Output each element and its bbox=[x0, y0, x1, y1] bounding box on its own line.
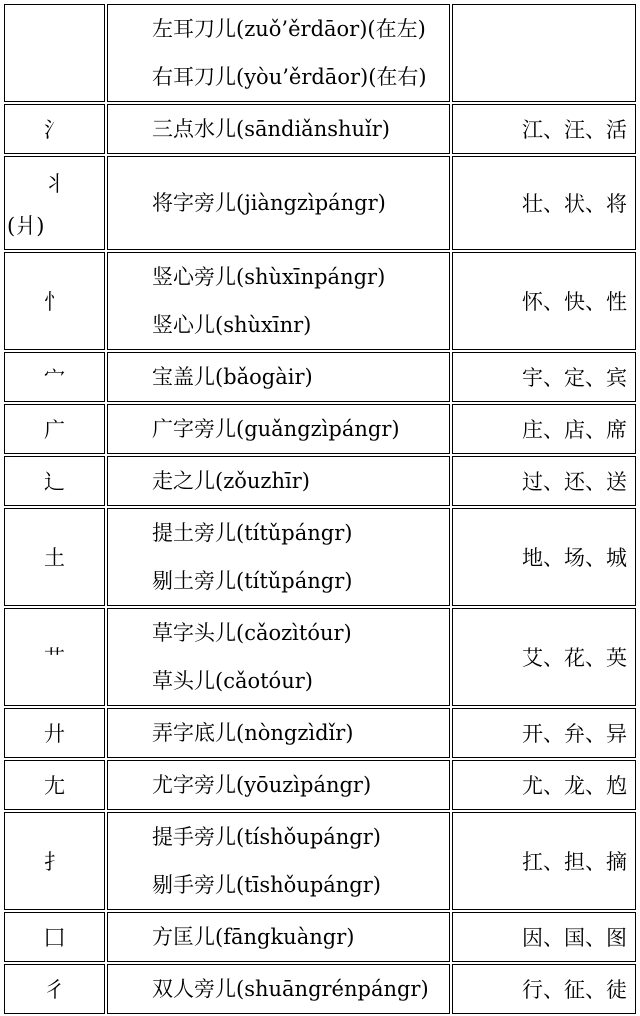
name-cell bbox=[107, 4, 450, 102]
examples-cell: 地、场、城 bbox=[452, 508, 636, 606]
name-cell bbox=[107, 352, 450, 402]
radical-cell bbox=[4, 156, 105, 250]
radical-name: 剔土旁儿(títǔpángr) bbox=[152, 569, 353, 593]
examples-cell: 过、还、送 bbox=[452, 456, 636, 506]
examples-cell: 庄、店、席 bbox=[452, 404, 636, 454]
radical-glyph: 扌 bbox=[44, 850, 65, 874]
name-cell bbox=[107, 708, 450, 758]
examples-cell: 开、弁、异 bbox=[452, 708, 636, 758]
name-cell bbox=[107, 608, 450, 706]
radical-name: 剔手旁儿(tīshǒupángr) bbox=[152, 873, 381, 897]
name-cell bbox=[107, 456, 450, 506]
table-row bbox=[4, 104, 636, 154]
name-cell bbox=[107, 156, 450, 250]
radical-name: 方匡儿(fāngkuàngr) bbox=[152, 925, 355, 949]
name-cell bbox=[107, 404, 450, 454]
radical-cell bbox=[4, 252, 105, 350]
radical-name: 弄字底儿(nòngzìdǐr) bbox=[152, 721, 354, 745]
radical-cell bbox=[4, 812, 105, 910]
radical-name: 竖心儿(shùxīnr) bbox=[152, 313, 312, 337]
table-row bbox=[4, 708, 636, 758]
radical-name: 尤字旁儿(yōuzìpángr) bbox=[152, 773, 372, 797]
examples-cell: 因、国、图 bbox=[452, 912, 636, 962]
radical-glyph: 土 bbox=[44, 546, 65, 570]
radical-glyph: 彳 bbox=[44, 978, 65, 1002]
name-cell bbox=[107, 760, 450, 810]
table-row bbox=[4, 252, 636, 350]
table-row bbox=[4, 912, 636, 962]
table-row bbox=[4, 812, 636, 910]
radical-cell bbox=[4, 352, 105, 402]
radical-cell bbox=[4, 508, 105, 606]
radical-name: 三点水儿(sāndiǎnshuǐr) bbox=[152, 117, 390, 141]
table-row bbox=[4, 352, 636, 402]
examples-cell: 尤、龙、尥 bbox=[452, 760, 636, 810]
radical-cell bbox=[4, 404, 105, 454]
radical-cell bbox=[4, 912, 105, 962]
radical-glyph: 忄 bbox=[44, 290, 65, 314]
radical-cell bbox=[4, 104, 105, 154]
examples-cell: 宇、定、宾 bbox=[452, 352, 636, 402]
radical-name: 右耳刀儿(yòu’ěrdāor)(在右) bbox=[152, 65, 427, 89]
radical-name: 提手旁儿(tíshǒupángr) bbox=[152, 825, 381, 849]
radical-cell bbox=[4, 760, 105, 810]
radical-glyph: 尢 bbox=[44, 774, 65, 798]
table-row bbox=[4, 456, 636, 506]
radical-glyph: 囗 bbox=[44, 926, 65, 950]
radical-glyph: 氵 bbox=[44, 118, 65, 142]
radical-name: 宝盖儿(bǎogàir) bbox=[152, 365, 313, 389]
radical-name: 草字头儿(cǎozìtóur) bbox=[152, 621, 352, 645]
radical-name: 竖心旁儿(shùxīnpángr) bbox=[152, 265, 386, 289]
radical-name: 草头儿(cǎotóur) bbox=[152, 669, 313, 693]
name-cell bbox=[107, 912, 450, 962]
radical-cell bbox=[4, 4, 105, 102]
radical-glyph: 广 bbox=[44, 418, 65, 442]
examples-cell bbox=[452, 4, 636, 102]
radical-glyph: 辶 bbox=[44, 470, 65, 494]
table-row bbox=[4, 608, 636, 706]
name-cell bbox=[107, 508, 450, 606]
examples-cell: 行、征、徒 bbox=[452, 964, 636, 1014]
radical-variant: (爿) bbox=[7, 214, 45, 238]
radical-glyph: 宀 bbox=[44, 366, 65, 390]
examples-cell: 扛、担、摘 bbox=[452, 812, 636, 910]
examples-cell: 壮、状、将 bbox=[452, 156, 636, 250]
table-row bbox=[4, 964, 636, 1014]
radical-cell bbox=[4, 456, 105, 506]
table-row bbox=[4, 156, 636, 250]
radical-name: 走之儿(zǒuzhīr) bbox=[152, 469, 310, 493]
radical-cell bbox=[4, 608, 105, 706]
radical-name: 左耳刀儿(zuǒ’ěrdāor)(在左) bbox=[152, 17, 426, 41]
name-cell bbox=[107, 964, 450, 1014]
radical-glyph: 艹 bbox=[44, 646, 65, 670]
radical-table bbox=[2, 2, 638, 1016]
radical-cell bbox=[4, 964, 105, 1014]
radical-glyph: 丬 bbox=[44, 172, 65, 196]
examples-cell: 江、汪、活 bbox=[452, 104, 636, 154]
examples-cell: 怀、快、性 bbox=[452, 252, 636, 350]
table-row bbox=[4, 404, 636, 454]
table-row bbox=[4, 760, 636, 810]
radical-name: 将字旁儿(jiàngzìpángr) bbox=[152, 191, 386, 215]
radical-name: 双人旁儿(shuāngrénpángr) bbox=[152, 977, 429, 1001]
examples-cell: 艾、花、英 bbox=[452, 608, 636, 706]
radical-name: 提土旁儿(títǔpángr) bbox=[152, 521, 353, 545]
name-cell bbox=[107, 252, 450, 350]
radical-name: 广字旁儿(guǎngzìpángr) bbox=[152, 417, 400, 441]
name-cell bbox=[107, 812, 450, 910]
name-cell bbox=[107, 104, 450, 154]
table-row bbox=[4, 4, 636, 102]
table-row bbox=[4, 508, 636, 606]
radical-cell bbox=[4, 708, 105, 758]
radical-glyph: 廾 bbox=[44, 722, 65, 746]
